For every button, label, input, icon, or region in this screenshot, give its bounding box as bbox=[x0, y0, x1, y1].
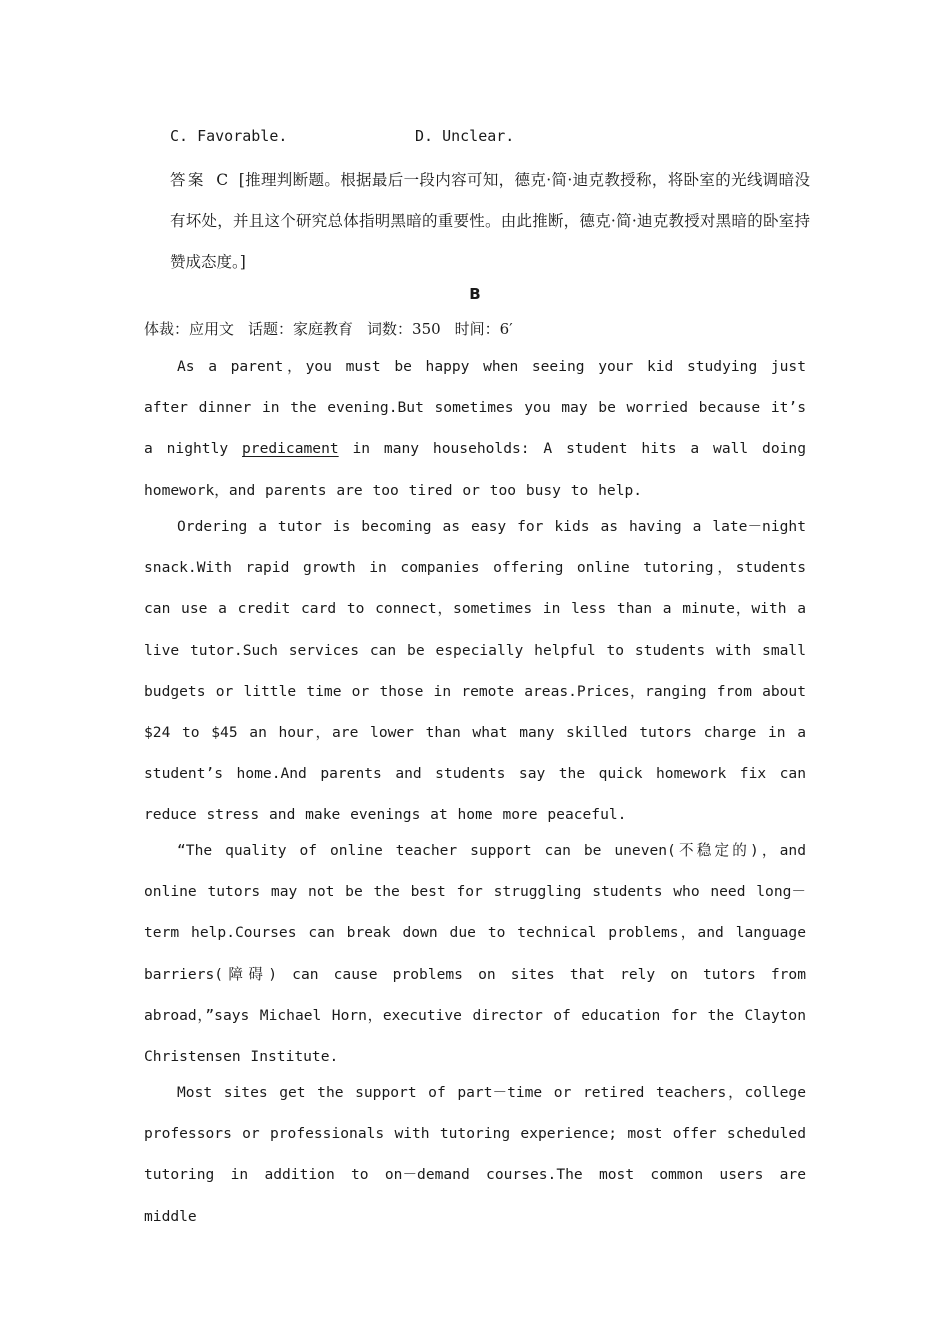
paragraph-4 bbox=[144, 1072, 806, 1237]
paragraph-3-text: “The quality of online teacher support can be uneven(不稳定的)，and online tutors may not be the best for struggling students who need long－term help.Courses can break down due to technical problems，and language barriers(障碍) can cause problems on sites that rely on tutors from abroad，”says Michael Horn，executive director of education for the Clayton Christensen Institute. bbox=[144, 842, 806, 1066]
paragraph-1 bbox=[144, 346, 806, 511]
answer-explanation-text: [推理判断题。根据最后一段内容可知，德克·简·迪克教授称，将卧室的光线调暗没有坏处，并且这个研究总体指明黑暗的重要性。由此推断，德克·简·迪克教授对黑暗的卧室持赞成态度。] bbox=[170, 171, 811, 271]
underlined-keyword: predicament bbox=[242, 440, 339, 458]
option-d: D. Unclear. bbox=[415, 127, 515, 145]
meta-time: 时间：6′ bbox=[454, 320, 513, 338]
section-heading: B bbox=[469, 285, 481, 303]
paragraph-2-text: Ordering a tutor is becoming as easy for kids as having a late－night snack.With rapid growth in companies offering online tutoring，students can use a credit card to connect，sometimes in less than a minute，with a live tutor.Such services can be especially helpful to students with small budgets or little time or those in remote areas.Prices，ranging from about $24 to $45 an hour，are lower than what many skilled tutors charge in a student’s home.And parents and students say the quick homework fix can reduce stress and make evenings at home more peaceful. bbox=[144, 518, 806, 824]
paragraph-3 bbox=[144, 830, 806, 1077]
answer-explanation bbox=[170, 160, 810, 283]
option-c: C. Favorable. bbox=[170, 127, 288, 145]
paragraph-1-text-a: As a parent，you must be happy when seeing your kid studying just after dinner in the evening.But sometimes you may be worried because it’s a nightly bbox=[144, 358, 806, 458]
paragraph-4-text: Most sites get the support of part－time or retired teachers，college professors or professionals with tutoring experience; most offer scheduled tutoring in addition to on－demand courses.The most common users are middle bbox=[144, 1084, 806, 1225]
meta-genre: 体裁：应用文 bbox=[144, 320, 235, 338]
paragraph-2 bbox=[144, 506, 806, 836]
paragraph-1-text-b: in many households: A student hits a wall doing homework，and parents are too tired or too busy to help. bbox=[144, 440, 806, 499]
answer-label: 答案 bbox=[170, 171, 206, 189]
meta-topic: 话题：家庭教育 bbox=[248, 320, 354, 338]
passage-meta bbox=[144, 318, 527, 340]
meta-word-count: 词数：350 bbox=[367, 320, 441, 338]
answer-choice: C bbox=[216, 171, 229, 189]
